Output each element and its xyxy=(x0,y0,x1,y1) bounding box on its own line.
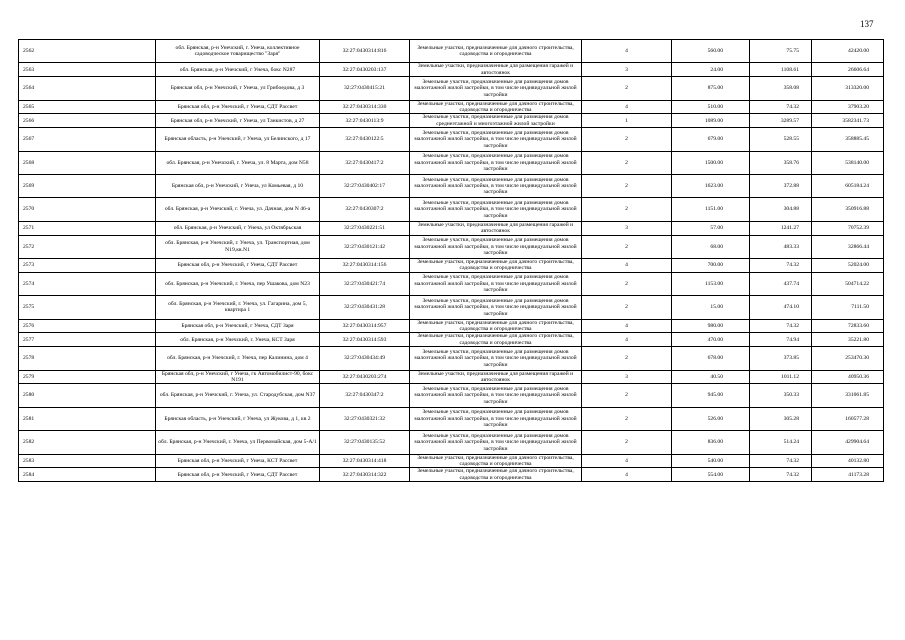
specific-value-cell: 358.08 xyxy=(750,77,812,100)
row-number-cell: 2577 xyxy=(19,333,156,347)
land-use-cell: Земельные участки, предназначенные для размещения домов малоэтажной жилой застройки, в том числе индивидуальной жилой застройки xyxy=(410,198,582,221)
row-number-cell: 2580 xyxy=(19,384,156,407)
table-body xyxy=(19,40,884,482)
specific-value-cell: 3289.57 xyxy=(750,114,812,128)
specific-value-cell: 350.33 xyxy=(750,384,812,407)
cadastral-number-cell: 32:27:0430314:957 xyxy=(320,319,410,333)
address-cell: Брянская обл, р-н Унечский, г Унеча, ул Танкистов, д 27 xyxy=(156,114,320,128)
row-number-cell: 2574 xyxy=(19,272,156,295)
address-cell: обл. Брянская, р-н Унечский, г. Унеча, пер Ушакова, дом N23 xyxy=(156,272,320,295)
table-row xyxy=(19,198,884,221)
land-use-cell: Земельные участки, предназначенные для размещения гаражей и автостоянок xyxy=(410,370,582,384)
cadastral-number-cell: 32:27:0430434:49 xyxy=(320,347,410,370)
table-row xyxy=(19,221,884,235)
cadastral-number-cell: 32:27:0430221:51 xyxy=(320,221,410,235)
group-cell: 3 xyxy=(582,63,672,77)
table-row xyxy=(19,63,884,77)
area-cell: 510.00 xyxy=(672,100,750,114)
cadastral-value-cell: 40950.36 xyxy=(812,370,884,384)
row-number-cell: 2578 xyxy=(19,347,156,370)
cadastral-number-cell: 32:27:0430203:274 xyxy=(320,370,410,384)
table-row xyxy=(19,431,884,454)
table-row xyxy=(19,258,884,272)
address-cell: обл. Брянская, р-н Унечский, г. Унеча, ул. Стародубская, дом N37 xyxy=(156,384,320,407)
table-row xyxy=(19,175,884,198)
table-row xyxy=(19,468,884,482)
area-cell: 68.00 xyxy=(672,235,750,258)
address-cell: Брянская обл, р-н Унечский, г Унеча, СДТ Рассвет xyxy=(156,468,320,482)
table-row xyxy=(19,347,884,370)
row-number-cell: 2573 xyxy=(19,258,156,272)
area-cell: 1623.00 xyxy=(672,175,750,198)
land-use-cell: Земельные участки, предназначенные для размещения домов малоэтажной жилой застройки, в том числе индивидуальной жилой застройки xyxy=(410,235,582,258)
cadastral-value-cell: 331061.85 xyxy=(812,384,884,407)
address-cell: обл. Брянская, р-н Унечский, г. Унеча, коллективное садоводческое товарищество "Заря" xyxy=(156,40,320,63)
area-cell: 470.00 xyxy=(672,333,750,347)
cadastral-value-cell: 32866.44 xyxy=(812,235,884,258)
row-number-cell: 2576 xyxy=(19,319,156,333)
address-cell: Брянская область, р-н Унечский, г Унеча, ул Жукова, д 1, кв 2 xyxy=(156,407,320,430)
cadastral-value-cell: 253470.30 xyxy=(812,347,884,370)
row-number-cell: 2579 xyxy=(19,370,156,384)
cadastral-value-cell: 605184.24 xyxy=(812,175,884,198)
land-use-cell: Земельные участки, предназначенные для размещения домов малоэтажной жилой застройки, в том числе индивидуальной жилой застройки xyxy=(410,296,582,319)
row-number-cell: 2572 xyxy=(19,235,156,258)
group-cell: 4 xyxy=(582,333,672,347)
area-cell: 700.00 xyxy=(672,258,750,272)
cadastral-value-cell: 504714.22 xyxy=(812,272,884,295)
group-cell: 2 xyxy=(582,384,672,407)
cadastral-number-cell: 32:27:0430203:137 xyxy=(320,63,410,77)
address-cell: обл. Брянская, р-н Унечский, г. Унеча, ул. Транспортная, дом N19,кв.N1 xyxy=(156,235,320,258)
area-cell: 1153.00 xyxy=(672,272,750,295)
group-cell: 4 xyxy=(582,454,672,468)
specific-value-cell: 372.88 xyxy=(750,175,812,198)
specific-value-cell: 74.32 xyxy=(750,258,812,272)
cadastral-value-cell: 41173.28 xyxy=(812,468,884,482)
group-cell: 4 xyxy=(582,258,672,272)
row-number-cell: 2581 xyxy=(19,407,156,430)
address-cell: Брянская область, р-н Унечский, г Унеча, ул Белинского, д 17 xyxy=(156,128,320,151)
land-use-cell: Земельные участки, предназначенные для дачного строительства, садоводства и огородничества xyxy=(410,258,582,272)
area-cell: 526.00 xyxy=(672,407,750,430)
row-number-cell: 2563 xyxy=(19,63,156,77)
area-cell: 1089.00 xyxy=(672,114,750,128)
cadastral-number-cell: 32:27:0430415:21 xyxy=(320,77,410,100)
row-number-cell: 2583 xyxy=(19,454,156,468)
cadastral-number-cell: 32:27:0430307:2 xyxy=(320,198,410,221)
cadastral-number-cell: 32:27:0430113:9 xyxy=(320,114,410,128)
cadastral-value-cell: 350916.88 xyxy=(812,198,884,221)
specific-value-cell: 474.10 xyxy=(750,296,812,319)
area-cell: 980.00 xyxy=(672,319,750,333)
group-cell: 3 xyxy=(582,370,672,384)
group-cell: 3 xyxy=(582,221,672,235)
row-number-cell: 2567 xyxy=(19,128,156,151)
group-cell: 2 xyxy=(582,151,672,174)
row-number-cell: 2569 xyxy=(19,175,156,198)
cadastral-number-cell: 32:27:0430122:5 xyxy=(320,128,410,151)
specific-value-cell: 74.32 xyxy=(750,468,812,482)
group-cell: 2 xyxy=(582,175,672,198)
specific-value-cell: 74.94 xyxy=(750,333,812,347)
table-row xyxy=(19,384,884,407)
row-number-cell: 2564 xyxy=(19,77,156,100)
land-use-cell: Земельные участки, предназначенные для размещения домов малоэтажной жилой застройки, в том числе индивидуальной жилой застройки xyxy=(410,347,582,370)
table-row xyxy=(19,370,884,384)
row-number-cell: 2568 xyxy=(19,151,156,174)
area-cell: 875.00 xyxy=(672,77,750,100)
table-row xyxy=(19,319,884,333)
specific-value-cell: 1241.27 xyxy=(750,221,812,235)
specific-value-cell: 304.88 xyxy=(750,198,812,221)
cadastral-number-cell: 32:27:0430314:156 xyxy=(320,258,410,272)
cadastral-value-cell: 70752.39 xyxy=(812,221,884,235)
cadastral-value-cell: 7111.50 xyxy=(812,296,884,319)
cadastral-value-cell: 160577.28 xyxy=(812,407,884,430)
address-cell: Брянская обл, р-н Унечский, г Унеча, гк Автомобилист-90, бокс N191 xyxy=(156,370,320,384)
land-use-cell: Земельные участки, предназначенные для размещения домов малоэтажной жилой застройки, в том числе индивидуальной жилой застройки xyxy=(410,431,582,454)
cadastral-number-cell: 32:27:0430402:17 xyxy=(320,175,410,198)
cadastral-value-cell: 35221.80 xyxy=(812,333,884,347)
group-cell: 2 xyxy=(582,347,672,370)
cadastral-value-cell: 429904.64 xyxy=(812,431,884,454)
specific-value-cell: 1011.12 xyxy=(750,370,812,384)
group-cell: 4 xyxy=(582,40,672,63)
area-cell: 1151.00 xyxy=(672,198,750,221)
land-use-cell: Земельные участки, предназначенные для дачного строительства, садоводства и огородничества xyxy=(410,100,582,114)
area-cell: 560.00 xyxy=(672,40,750,63)
address-cell: обл. Брянская, р-н Унечский, г. Унеча, КСТ Заря xyxy=(156,333,320,347)
specific-value-cell: 74.32 xyxy=(750,319,812,333)
cadastral-value-cell: 37903.20 xyxy=(812,100,884,114)
land-use-cell: Земельные участки, предназначенные для дачного строительства, садоводства и огородничества xyxy=(410,319,582,333)
area-cell: 678.00 xyxy=(672,347,750,370)
table-row xyxy=(19,114,884,128)
cadastral-value-table xyxy=(18,39,884,482)
land-use-cell: Земельные участки, предназначенные для размещения домов малоэтажной жилой застройки, в том числе индивидуальной жилой застройки xyxy=(410,151,582,174)
area-cell: 40.50 xyxy=(672,370,750,384)
area-cell: 15.00 xyxy=(672,296,750,319)
cadastral-value-cell: 3582341.73 xyxy=(812,114,884,128)
land-use-cell: Земельные участки, предназначенные для дачного строительства, садоводства и огородничества xyxy=(410,40,582,63)
cadastral-value-cell: 313320.00 xyxy=(812,77,884,100)
land-use-cell: Земельные участки, предназначенные для размещения домов малоэтажной жилой застройки, в том числе индивидуальной жилой застройки xyxy=(410,407,582,430)
table-row xyxy=(19,128,884,151)
specific-value-cell: 75.75 xyxy=(750,40,812,63)
area-cell: 57.00 xyxy=(672,221,750,235)
cadastral-number-cell: 32:27:0430421:74 xyxy=(320,272,410,295)
row-number-cell: 2571 xyxy=(19,221,156,235)
specific-value-cell: 528.55 xyxy=(750,128,812,151)
cadastral-number-cell: 32:27:0430121:42 xyxy=(320,235,410,258)
cadastral-number-cell: 32:27:0430135:52 xyxy=(320,431,410,454)
cadastral-number-cell: 32:27:0430314:816 xyxy=(320,40,410,63)
address-cell: обл. Брянская, р-н Унечский, г. Унеча, ул. Гагарина, дом 5, квартира 1 xyxy=(156,296,320,319)
group-cell: 4 xyxy=(582,468,672,482)
cadastral-number-cell: 32:27:0430314:330 xyxy=(320,100,410,114)
cadastral-value-cell: 52024.00 xyxy=(812,258,884,272)
address-cell: обл. Брянская, р-н Унечский, г Унеча, бокс N287 xyxy=(156,63,320,77)
group-cell: 2 xyxy=(582,407,672,430)
land-use-cell: Земельные участки, предназначенные для размещения домов малоэтажной жилой застройки, в том числе индивидуальной жилой застройки xyxy=(410,128,582,151)
cadastral-number-cell: 32:27:0430321:32 xyxy=(320,407,410,430)
area-cell: 836.00 xyxy=(672,431,750,454)
cadastral-number-cell: 32:27:0430431:28 xyxy=(320,296,410,319)
area-cell: 945.00 xyxy=(672,384,750,407)
row-number-cell: 2575 xyxy=(19,296,156,319)
cadastral-number-cell: 32:27:0430314:593 xyxy=(320,333,410,347)
address-cell: обл. Брянская, р-н Унечский, г Унеча, ул Октябрьская xyxy=(156,221,320,235)
address-cell: обл. Брянская, р-н Унечский, г. Унеча, ул. Дачная, дом N 46-а xyxy=(156,198,320,221)
page-number: 137 xyxy=(860,19,874,29)
row-number-cell: 2570 xyxy=(19,198,156,221)
table-row xyxy=(19,40,884,63)
group-cell: 4 xyxy=(582,100,672,114)
cadastral-value-cell: 42420.00 xyxy=(812,40,884,63)
specific-value-cell: 74.32 xyxy=(750,100,812,114)
group-cell: 2 xyxy=(582,272,672,295)
group-cell: 2 xyxy=(582,235,672,258)
land-use-cell: Земельные участки, предназначенные для размещения домов среднеэтажной и многоэтажной жилой застройки xyxy=(410,114,582,128)
land-use-cell: Земельные участки, предназначенные для размещения домов малоэтажной жилой застройки, в том числе индивидуальной жилой застройки xyxy=(410,77,582,100)
table-row xyxy=(19,407,884,430)
cadastral-number-cell: 32:27:0430417:2 xyxy=(320,151,410,174)
specific-value-cell: 437.74 xyxy=(750,272,812,295)
land-use-cell: Земельные участки, предназначенные для дачного строительства, садоводства и огородничества xyxy=(410,333,582,347)
land-use-cell: Земельные участки, предназначенные для размещения домов малоэтажной жилой застройки, в том числе индивидуальной жилой застройки xyxy=(410,175,582,198)
table-row xyxy=(19,151,884,174)
land-use-cell: Земельные участки, предназначенные для размещения домов малоэтажной жилой застройки, в том числе индивидуальной жилой застройки xyxy=(410,384,582,407)
row-number-cell: 2562 xyxy=(19,40,156,63)
area-cell: 1500.00 xyxy=(672,151,750,174)
area-cell: 554.00 xyxy=(672,468,750,482)
row-number-cell: 2566 xyxy=(19,114,156,128)
specific-value-cell: 373.85 xyxy=(750,347,812,370)
table-row xyxy=(19,100,884,114)
address-cell: Брянская обл, р-н Унечский, г Унеча, ул Грибоедова, д 3 xyxy=(156,77,320,100)
land-use-cell: Земельные участки, предназначенные для размещения гаражей и автостоянок xyxy=(410,221,582,235)
address-cell: обл. Брянская, р-н Унечский, г. Унеча, пер Калинина, дом 4 xyxy=(156,347,320,370)
specific-value-cell: 514.24 xyxy=(750,431,812,454)
table-row xyxy=(19,454,884,468)
address-cell: Брянская обл, р-н Унечский, г Унеча, СДТ Рассвет xyxy=(156,100,320,114)
group-cell: 1 xyxy=(582,114,672,128)
address-cell: Брянская обл, р-н Унечский, г Унеча, СДТ Заря xyxy=(156,319,320,333)
specific-value-cell: 1108.61 xyxy=(750,63,812,77)
table-row xyxy=(19,296,884,319)
cadastral-value-cell: 72833.60 xyxy=(812,319,884,333)
land-use-cell: Земельные участки, предназначенные для размещения гаражей и автостоянок xyxy=(410,63,582,77)
area-cell: 24.00 xyxy=(672,63,750,77)
land-use-cell: Земельные участки, предназначенные для размещения домов малоэтажной жилой застройки, в том числе индивидуальной жилой застройки xyxy=(410,272,582,295)
address-cell: обл. Брянская, р-н Унечский, г. Унеча, ул Первомайская, дом 5-А/1 xyxy=(156,431,320,454)
group-cell: 2 xyxy=(582,296,672,319)
address-cell: Брянская обл, р-н Унечский, г Унеча, ул Комьевая, д 10 xyxy=(156,175,320,198)
cadastral-number-cell: 32:27:0430314:322 xyxy=(320,468,410,482)
address-cell: Брянская обл, р-н Унечский, г Унеча, КСТ Рассвет xyxy=(156,454,320,468)
group-cell: 2 xyxy=(582,77,672,100)
land-use-cell: Земельные участки, предназначенные для дачного строительства, садоводства и огородничества xyxy=(410,468,582,482)
table-row xyxy=(19,272,884,295)
group-cell: 2 xyxy=(582,198,672,221)
group-cell: 2 xyxy=(582,128,672,151)
area-cell: 540.00 xyxy=(672,454,750,468)
cadastral-value-cell: 358885.45 xyxy=(812,128,884,151)
cadastral-value-cell: 538140.00 xyxy=(812,151,884,174)
table-row xyxy=(19,333,884,347)
cadastral-value-cell: 40132.80 xyxy=(812,454,884,468)
specific-value-cell: 358.76 xyxy=(750,151,812,174)
cadastral-number-cell: 32:27:0430314:418 xyxy=(320,454,410,468)
row-number-cell: 2565 xyxy=(19,100,156,114)
cadastral-value-cell: 26606.64 xyxy=(812,63,884,77)
land-use-cell: Земельные участки, предназначенные для дачного строительства, садоводства и огородничества xyxy=(410,454,582,468)
group-cell: 2 xyxy=(582,431,672,454)
group-cell: 4 xyxy=(582,319,672,333)
table-row xyxy=(19,235,884,258)
specific-value-cell: 74.32 xyxy=(750,454,812,468)
row-number-cell: 2582 xyxy=(19,431,156,454)
table-row xyxy=(19,77,884,100)
address-cell: Брянская обл, р-н Унечский, г Унеча, СДТ Рассвет xyxy=(156,258,320,272)
address-cell: обл. Брянская, р-н Унечский, г. Унеча, ул. 8 Марта, дом N58 xyxy=(156,151,320,174)
cadastral-number-cell: 32:27:0430347:2 xyxy=(320,384,410,407)
row-number-cell: 2584 xyxy=(19,468,156,482)
area-cell: 679.00 xyxy=(672,128,750,151)
specific-value-cell: 483.33 xyxy=(750,235,812,258)
specific-value-cell: 305.28 xyxy=(750,407,812,430)
